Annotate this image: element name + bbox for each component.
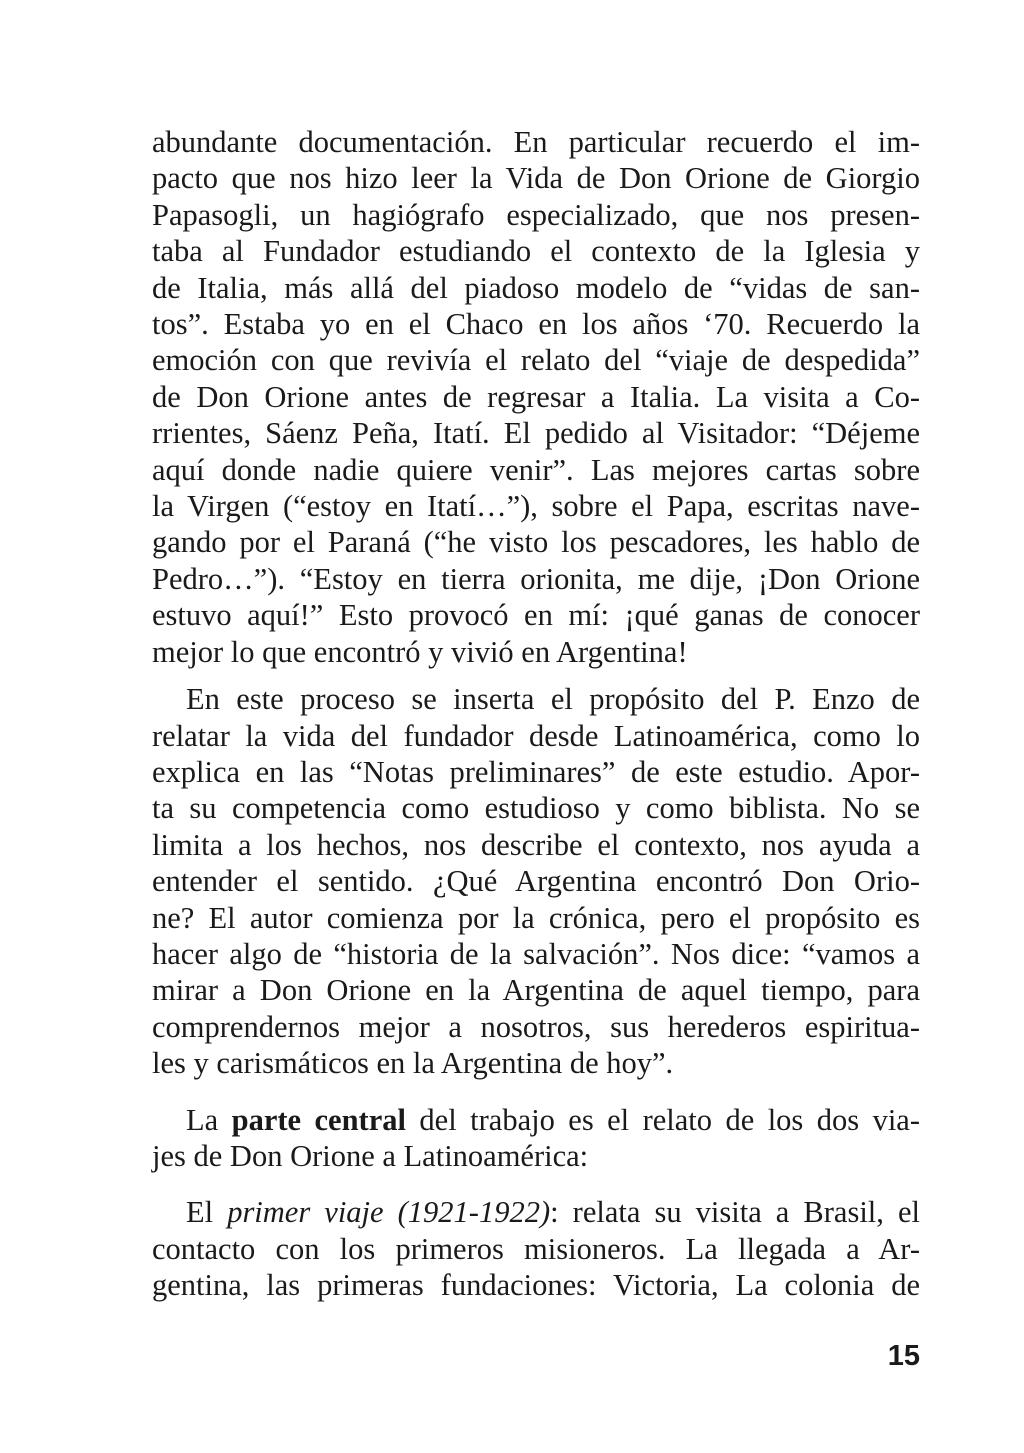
text-line: comprendernos mejor a nosotros, sus herederos espiritua-	[152, 1009, 920, 1044]
text-run: : relata su visita a Brasil, el	[550, 1195, 920, 1230]
paragraph-gap	[152, 1174, 920, 1194]
text-line: ta su competencia como estudioso y como biblista. No se	[152, 791, 920, 826]
text-line: gentina, las primeras fundaciones: Victoria, La colonia de	[152, 1268, 920, 1303]
text-line	[152, 1102, 920, 1138]
text-line: ne? El autor comienza por la crónica, pero el propósito es	[152, 900, 920, 935]
text-line: gando por el Paraná (“he visto los pescadores, les hablo de	[152, 525, 920, 560]
text-run: La	[186, 1102, 232, 1137]
text-line: limita a los hechos, nos describe el contexto, nos ayuda a	[152, 827, 920, 862]
page-number: 15	[887, 1340, 920, 1372]
paragraph-2	[152, 681, 920, 1081]
text-line	[152, 1194, 920, 1230]
paragraph-1	[152, 124, 920, 670]
text-line: abundante documentación. En particular recuerdo el im-	[152, 125, 920, 159]
italic-phrase: primer viaje (1921-1922)	[227, 1195, 551, 1230]
text-line: entender el sentido. ¿Qué Argentina encontró Don Orio-	[152, 864, 920, 899]
text-line: mejor lo que encontró y vivió en Argentina!	[152, 634, 688, 669]
text-line: les y carismáticos en la Argentina de hoy”.	[152, 1046, 674, 1081]
text-line: la Virgen (“estoy en Itatí…”), sobre el Papa, escritas nave-	[152, 489, 920, 524]
text-line: emoción con que revivía el relato del “viaje de despedida”	[152, 343, 920, 378]
paragraph-4	[152, 1194, 920, 1303]
text-line: explica en las “Notas preliminares” de este estudio. Apor-	[152, 754, 920, 789]
paragraph-gap	[152, 670, 920, 681]
text-line: Papasogli, un hagiógrafo especializado, que nos presen-	[152, 197, 920, 232]
text-line: rrientes, Sáenz Peña, Itatí. El pedido al Visitador: “Déjeme	[152, 416, 920, 451]
text-line: tos”. Estaba yo en el Chaco en los años ‘70. Recuerdo la	[152, 307, 920, 342]
text-line: jes de Don Orione a Latinoamérica:	[152, 1138, 589, 1173]
text-run: del trabajo es el relato de los dos via-	[405, 1102, 920, 1137]
text-line: de Don Orione antes de regresar a Italia. La visita a Co-	[152, 379, 920, 414]
text-line: Pedro…”). “Estoy en tierra orionita, me dije, ¡Don Orione	[152, 561, 920, 596]
paragraph-gap	[152, 1082, 920, 1102]
page-body	[152, 124, 920, 1304]
text-line: estuvo aquí!” Esto provocó en mí: ¡qué ganas de conocer	[152, 598, 920, 633]
bold-phrase: parte central	[231, 1102, 406, 1137]
text-line: mirar a Don Orione en la Argentina de aquel tiempo, para	[152, 973, 920, 1008]
text-line: aquí donde nadie quiere venir”. Las mejores cartas sobre	[152, 452, 920, 487]
text-line: pacto que nos hizo leer la Vida de Don Orione de Giorgio	[152, 161, 920, 196]
text-line: relatar la vida del fundador desde Latinoamérica, como lo	[152, 718, 920, 753]
text-line: taba al Fundador estudiando el contexto de la Iglesia y	[152, 234, 920, 269]
text-line: En este proceso se inserta el propósito del P. Enzo de	[186, 682, 920, 717]
text-run: El	[186, 1195, 228, 1230]
text-line: hacer algo de “historia de la salvación”. Nos dice: “vamos a	[152, 936, 920, 971]
text-line: contacto con los primeros misioneros. La llegada a Ar-	[152, 1231, 920, 1266]
paragraph-3	[152, 1102, 920, 1175]
text-line: de Italia, más allá del piadoso modelo de “vidas de san-	[152, 270, 920, 305]
